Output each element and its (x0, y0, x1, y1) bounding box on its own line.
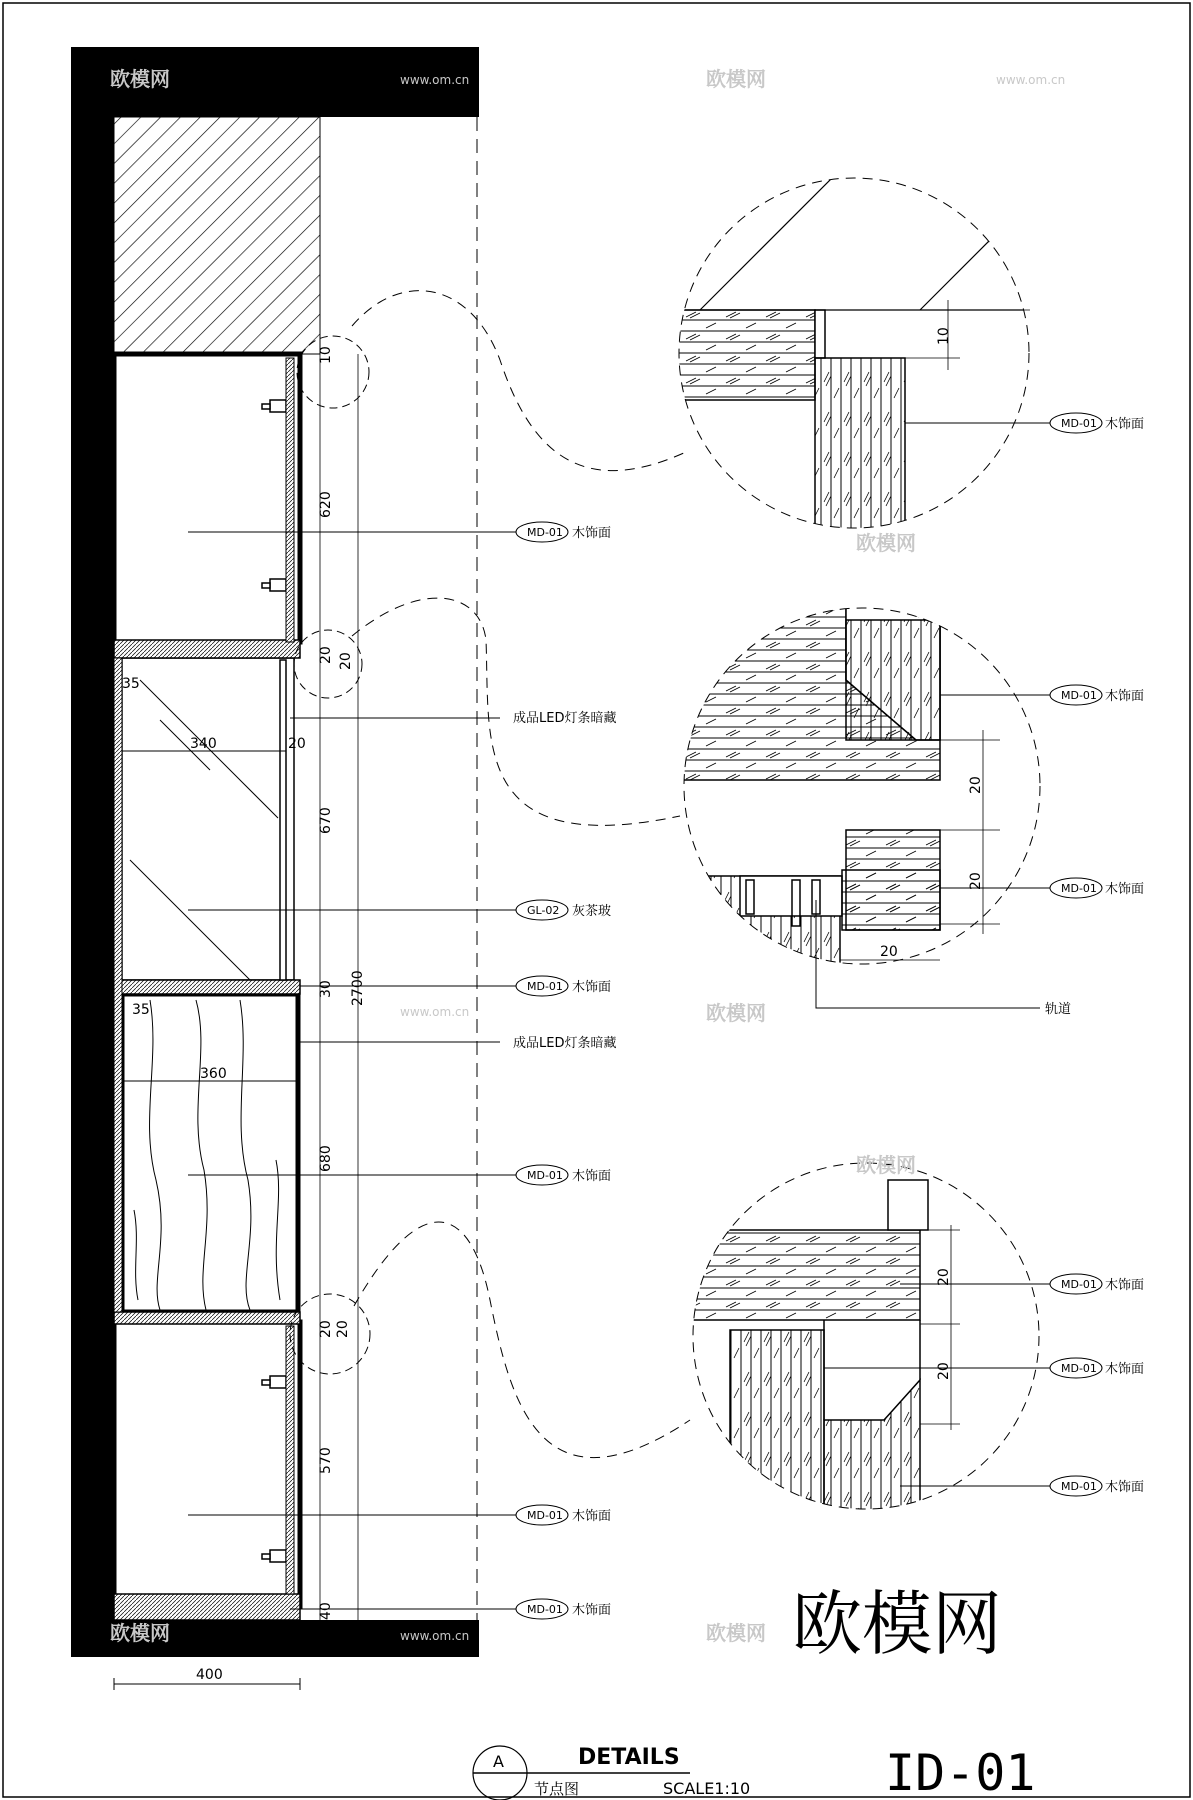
svg-text:www.om.cn: www.om.cn (400, 1005, 470, 1019)
section-callouts (513, 522, 616, 1619)
svg-text:木饰面: 木饰面 (572, 526, 612, 541)
svg-text:www.om.cn: www.om.cn (400, 73, 470, 87)
svg-text:欧模网: 欧模网 (856, 1153, 916, 1177)
svg-text:620: 620 (318, 491, 334, 518)
svg-text:20: 20 (318, 1320, 334, 1338)
title-block (473, 1744, 1036, 1800)
plinth (114, 1594, 300, 1620)
svg-text:欧模网: 欧模网 (706, 1621, 766, 1645)
svg-text:木饰面: 木饰面 (1105, 1480, 1145, 1495)
compartment-4 (114, 1322, 300, 1607)
compartment-3 (122, 994, 298, 1312)
compartment-1 (114, 354, 300, 642)
svg-text:欧模网: 欧模网 (856, 531, 916, 555)
detail3-callout-2 (1050, 1358, 1144, 1378)
svg-text:木饰面: 木饰面 (572, 980, 612, 995)
drawing-subtitle: 节点图 (534, 1780, 580, 1798)
detail2-track: 轨道 (1045, 1002, 1072, 1017)
vertical-dims (318, 346, 354, 1620)
wood-grain (134, 1000, 280, 1310)
detail1-callout (1050, 413, 1144, 433)
compartment-2 (122, 658, 294, 980)
svg-text:35: 35 (122, 676, 140, 692)
cabinet-section (71, 47, 516, 1690)
svg-text:www.om.cn: www.om.cn (400, 1629, 470, 1643)
svg-text:20: 20 (338, 652, 354, 670)
detail-2 (660, 600, 1144, 1017)
dim-width: 400 (196, 1667, 223, 1683)
svg-text:欧模网: 欧模网 (706, 67, 766, 91)
svg-text:MD-01: MD-01 (527, 980, 563, 993)
svg-text:35: 35 (132, 1002, 150, 1018)
svg-text:MD-01: MD-01 (1061, 1278, 1097, 1291)
svg-text:木饰面: 木饰面 (1105, 417, 1145, 432)
svg-text:10: 10 (318, 346, 334, 364)
detail-connectors (352, 291, 690, 1458)
callout-md01-4 (516, 1505, 611, 1525)
svg-text:20: 20 (335, 1320, 351, 1338)
detail-symbol-letter: A (493, 1752, 504, 1771)
sheet-id: ID-01 (885, 1744, 1036, 1800)
detail3-callout-3 (1050, 1476, 1144, 1496)
svg-text:30: 30 (318, 980, 334, 998)
svg-text:20: 20 (936, 1362, 952, 1380)
shelf-1 (114, 640, 300, 658)
svg-text:20: 20 (968, 776, 984, 794)
svg-text:20: 20 (968, 872, 984, 890)
hatched-beam (114, 117, 320, 354)
svg-text:www.om.cn: www.om.cn (996, 73, 1066, 87)
wall-left (71, 117, 114, 1657)
detail-1 (660, 110, 1144, 558)
callout-md01-1 (516, 522, 611, 542)
shelf-3 (114, 1312, 300, 1324)
svg-text:MD-01: MD-01 (527, 1509, 563, 1522)
svg-text:360: 360 (200, 1066, 227, 1082)
svg-text:欧模网: 欧模网 (110, 67, 170, 91)
glass-door (280, 660, 286, 980)
svg-text:MD-01: MD-01 (527, 1603, 563, 1616)
svg-text:欧模网: 欧模网 (110, 1621, 170, 1645)
callout-gl02 (516, 900, 611, 920)
shelf-2 (114, 980, 300, 994)
svg-text:木饰面: 木饰面 (1105, 882, 1145, 897)
dim-total: 2700 (350, 970, 366, 1006)
svg-text:20: 20 (936, 1268, 952, 1286)
svg-text:木饰面: 木饰面 (1105, 689, 1145, 704)
svg-text:20: 20 (318, 646, 334, 664)
svg-text:670: 670 (318, 807, 334, 834)
svg-text:20: 20 (288, 736, 306, 752)
detail2-callout-2 (1050, 878, 1144, 898)
drawing-title: DETAILS (578, 1745, 680, 1770)
svg-text:340: 340 (190, 736, 217, 752)
svg-text:GL-02: GL-02 (527, 904, 560, 917)
svg-text:木饰面: 木饰面 (572, 1169, 612, 1184)
callout-md01-5 (516, 1599, 611, 1619)
svg-text:MD-01: MD-01 (1061, 1362, 1097, 1375)
svg-text:MD-01: MD-01 (1061, 1480, 1097, 1493)
svg-text:MD-01: MD-01 (1061, 882, 1097, 895)
svg-text:欧模网: 欧模网 (706, 1001, 766, 1025)
svg-text:木饰面: 木饰面 (1105, 1278, 1145, 1293)
svg-text:木饰面: 木饰面 (1105, 1362, 1145, 1377)
svg-text:570: 570 (318, 1447, 334, 1474)
svg-text:MD-01: MD-01 (527, 1169, 563, 1182)
svg-text:木饰面: 木饰面 (572, 1603, 612, 1618)
watermark-logo: 欧模网 (792, 1583, 1002, 1665)
drawing-scale: SCALE1:10 (663, 1779, 751, 1798)
svg-text:木饰面: 木饰面 (572, 1509, 612, 1524)
callout-md01-2 (516, 976, 611, 996)
callout-led-1: 成品LED灯条暗藏 (513, 711, 617, 726)
detail3-callout-1 (1050, 1274, 1144, 1294)
detail2-callout-1 (1050, 685, 1144, 705)
svg-text:20: 20 (880, 944, 898, 960)
svg-text:10: 10 (936, 327, 952, 345)
svg-text:680: 680 (318, 1145, 334, 1172)
svg-text:灰茶玻: 灰茶玻 (572, 904, 612, 919)
svg-text:40: 40 (318, 1602, 334, 1620)
detail-3 (680, 1163, 1144, 1530)
svg-text:MD-01: MD-01 (1061, 417, 1097, 430)
svg-text:MD-01: MD-01 (527, 526, 563, 539)
svg-text:MD-01: MD-01 (1061, 689, 1097, 702)
callout-led-2: 成品LED灯条暗藏 (513, 1036, 617, 1051)
callout-md01-3 (516, 1165, 611, 1185)
